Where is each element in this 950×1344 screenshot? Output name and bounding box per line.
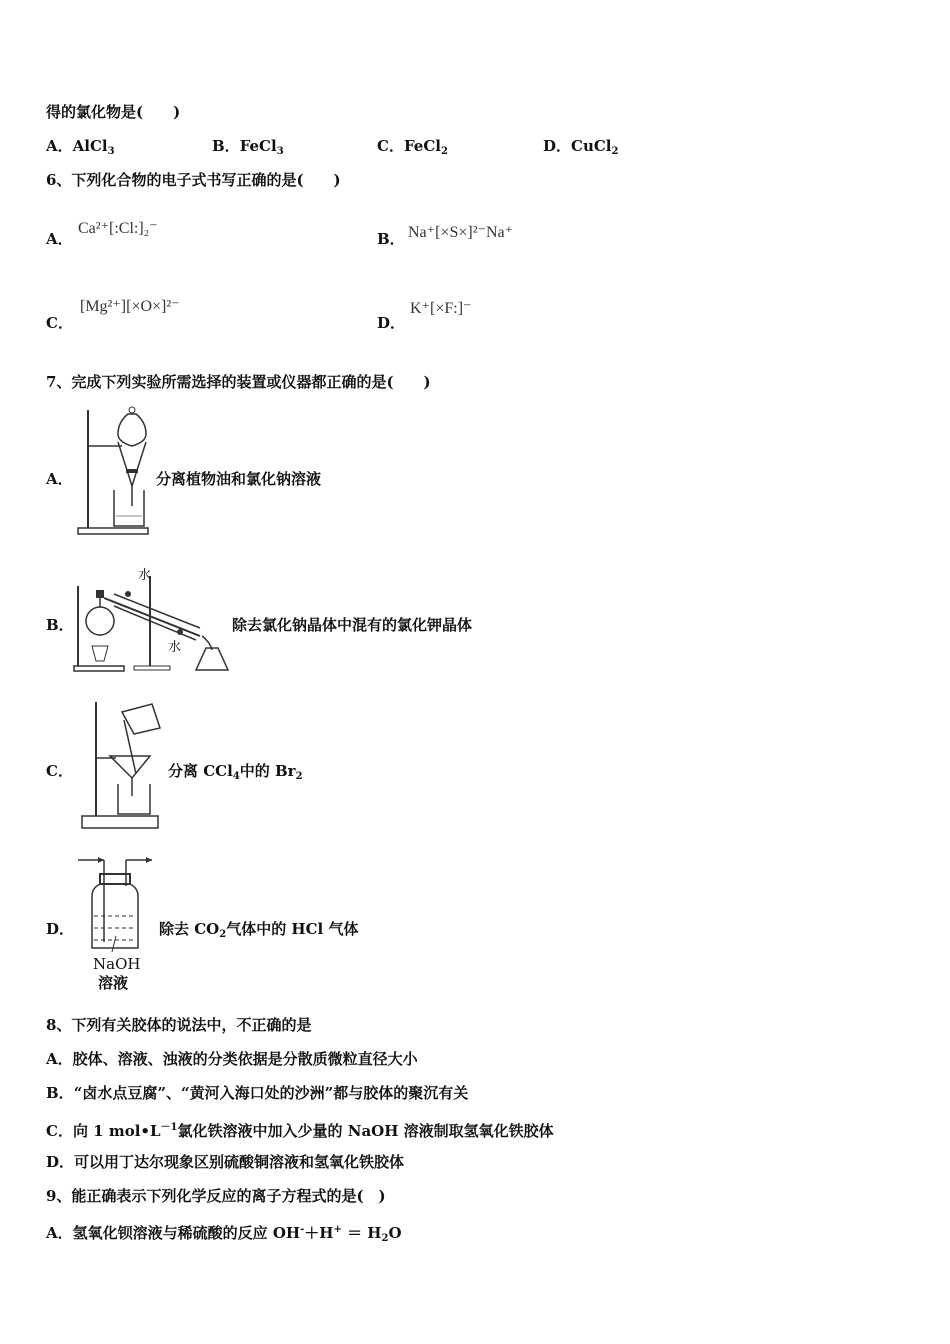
option-sub: 3: [107, 146, 115, 157]
text-sub: 2: [219, 929, 227, 940]
option-text: FeCl: [403, 137, 441, 155]
q6-option-c-letter[interactable]: C．: [46, 314, 73, 332]
text-part: 气体中的 HCl 气体: [226, 920, 359, 938]
option-sub: 2: [381, 1233, 389, 1244]
option-letter: D．: [46, 1153, 75, 1171]
option-text: 向 1 mol•L: [72, 1122, 161, 1140]
q5-tail: 得的氯化物是( ): [46, 103, 181, 121]
option-text: ＋H: [304, 1224, 334, 1242]
q9-stem: 9、能正确表示下列化学反应的离子方程式的是( ): [46, 1187, 386, 1205]
q6-formula-a: Ca²⁺[:Cl:]₂⁻: [78, 220, 158, 237]
q7-option-a-letter[interactable]: A．: [46, 470, 73, 488]
text-sub: 2: [295, 771, 303, 782]
option-letter: D．: [543, 137, 572, 155]
option-letter: A．: [46, 137, 73, 155]
option-text: O: [388, 1224, 402, 1242]
q7-option-c-text: [168, 761, 303, 787]
option-text: 胶体、溶液、浊液的分类依据是分散质微粒直径大小: [72, 1050, 418, 1068]
solution-label: 溶液: [98, 974, 129, 992]
q5-option-c[interactable]: [377, 136, 448, 162]
q8-option-b[interactable]: [46, 1083, 468, 1103]
text-part: 中的 Br: [239, 762, 296, 780]
option-sup: -: [300, 1224, 305, 1235]
q9-option-a[interactable]: [46, 1220, 402, 1249]
separatory-funnel-apparatus: [74, 406, 154, 536]
distill-label-bottom: 水: [168, 640, 182, 655]
option-letter: B．: [46, 1084, 74, 1102]
option-text: AlCl: [72, 137, 108, 155]
text-part: 分离 CCl: [168, 762, 233, 780]
option-sub: 2: [611, 146, 619, 157]
option-text: CuCl: [571, 137, 612, 155]
q5-option-d[interactable]: [543, 136, 618, 162]
option-sub: 3: [276, 146, 284, 157]
filtration-apparatus: [80, 700, 166, 832]
q5-option-b[interactable]: [212, 136, 284, 162]
q6-option-d-letter[interactable]: D．: [377, 314, 406, 332]
q8-option-d[interactable]: [46, 1152, 404, 1172]
q7-option-b-text: 除去氯化钠晶体中混有的氯化钾晶体: [232, 616, 473, 634]
q6-formula-d: K⁺[×F:]⁻: [410, 300, 472, 317]
option-letter: B．: [212, 137, 240, 155]
q8-stem: 8、下列有关胶体的说法中，不正确的是: [46, 1016, 312, 1034]
q7-stem: 7、完成下列实验所需选择的装置或仪器都正确的是( ): [46, 373, 431, 391]
q6-formula-b: Na⁺[×S×]²⁻Na⁺: [408, 224, 514, 241]
option-text: “卤水点豆腐”、“黄河入海口处的沙洲”都与胶体的聚沉有关: [73, 1084, 469, 1102]
option-sup: +: [333, 1224, 342, 1235]
q8-option-a[interactable]: [46, 1049, 418, 1069]
option-text: 氯化铁溶液中加入少量的 NaOH 溶液制取氢氧化铁胶体: [177, 1122, 554, 1140]
option-letter: C．: [377, 137, 404, 155]
option-sup: －1: [160, 1122, 178, 1133]
naoh-label: NaOH: [93, 955, 141, 973]
option-text: 可以用丁达尔现象区别硫酸铜溶液和氢氧化铁胶体: [74, 1153, 405, 1171]
q7-option-c-letter[interactable]: C．: [46, 762, 73, 780]
q6-stem: 6、下列化合物的电子式书写正确的是( ): [46, 171, 341, 189]
q7-option-b-letter[interactable]: B．: [46, 616, 74, 634]
option-sub: 2: [440, 146, 448, 157]
q6-option-b-letter[interactable]: B．: [377, 230, 405, 248]
option-letter: A．: [46, 1224, 73, 1242]
q7-option-a-text: 分离植物油和氯化钠溶液: [156, 470, 322, 488]
q7-option-d-letter[interactable]: D．: [46, 920, 75, 938]
option-text: ＝ H: [341, 1224, 382, 1242]
option-letter: A．: [46, 1050, 73, 1068]
option-text: FeCl: [239, 137, 277, 155]
text-sub: 4: [232, 771, 240, 782]
option-text: 氢氧化钡溶液与稀硫酸的反应 OH: [72, 1224, 301, 1242]
q8-option-c[interactable]: [46, 1118, 554, 1141]
distill-label-top: 水: [138, 568, 152, 583]
q6-option-a-letter[interactable]: A．: [46, 230, 73, 248]
option-letter: C．: [46, 1122, 73, 1140]
gas-washing-bottle: [76, 852, 156, 952]
text-part: 除去 CO: [159, 920, 220, 938]
q5-option-a[interactable]: [46, 136, 115, 162]
q6-formula-c: [Mg²⁺][×O×]²⁻: [80, 298, 180, 315]
q7-option-d-text: [159, 919, 358, 945]
